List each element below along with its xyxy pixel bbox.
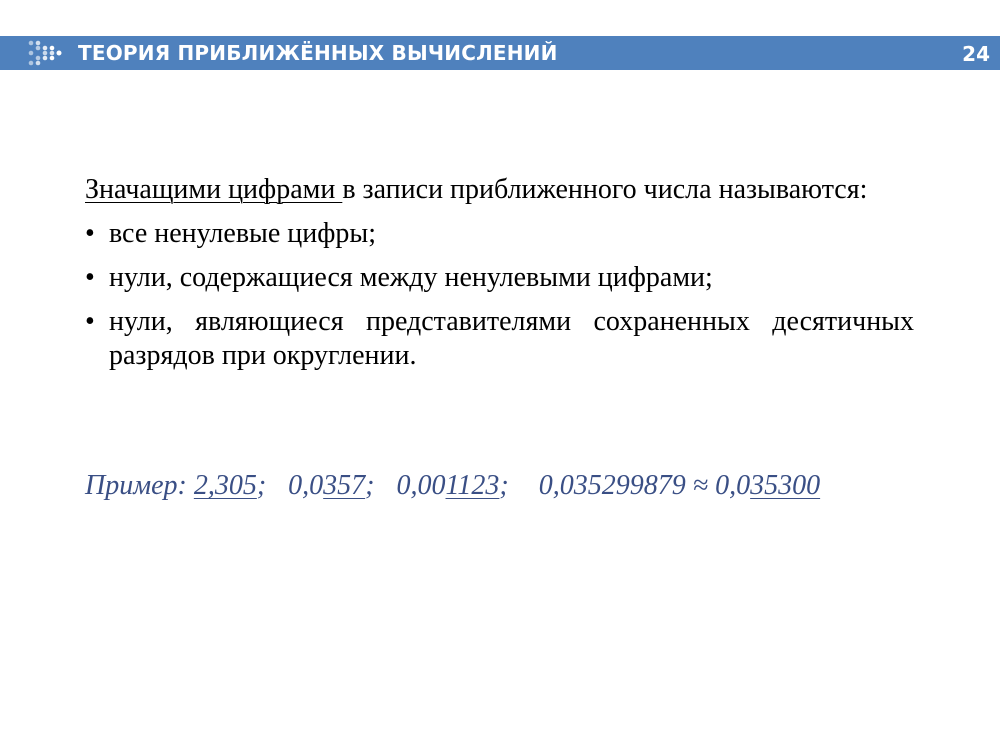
definition-term: Значащими цифрами — [85, 174, 343, 205]
example-number-2-significant: 357 — [323, 470, 366, 501]
list-item-text: нули, содержащиеся между ненулевыми цифрами; — [109, 262, 713, 293]
example-number-4-prefix: 0,035299879 ≈ 0,0 — [538, 470, 751, 501]
example-number-3-prefix: 0,00 — [396, 470, 446, 501]
list-item-text: все ненулевые цифры; — [109, 218, 376, 249]
definition-paragraph — [85, 173, 914, 207]
example-number-4-significant: 35300 — [750, 470, 821, 501]
dots-arrow-logo-icon — [26, 38, 66, 68]
page-number: 24 — [962, 42, 990, 66]
list-item — [85, 305, 914, 373]
example-separator: ; — [499, 470, 509, 501]
definition-text: в записи приближенного числа называются: — [342, 174, 868, 205]
main-content — [85, 173, 914, 383]
bullet-icon: • — [85, 306, 95, 337]
list-item — [85, 217, 914, 251]
list-item — [85, 261, 914, 295]
example-label: Пример: — [85, 470, 194, 501]
slide-title: ТЕОРИЯ ПРИБЛИЖЁННЫХ ВЫЧИСЛЕНИЙ — [78, 41, 558, 65]
bullet-icon: • — [85, 262, 95, 293]
example-number-2-prefix: 0,0 — [288, 470, 324, 501]
example-line — [85, 469, 945, 503]
example-number-3-significant: 1123 — [445, 470, 500, 501]
list-item-text: нули, являющиеся представителями сохраненных десятичных разрядов при округлении. — [109, 306, 914, 371]
example-number-1-significant: 2,305 — [193, 470, 257, 501]
header-bar — [0, 36, 1000, 70]
bullet-list — [85, 217, 914, 373]
example-separator: ; — [365, 470, 375, 501]
bullet-icon: • — [85, 218, 95, 249]
example-separator: ; — [256, 470, 267, 501]
